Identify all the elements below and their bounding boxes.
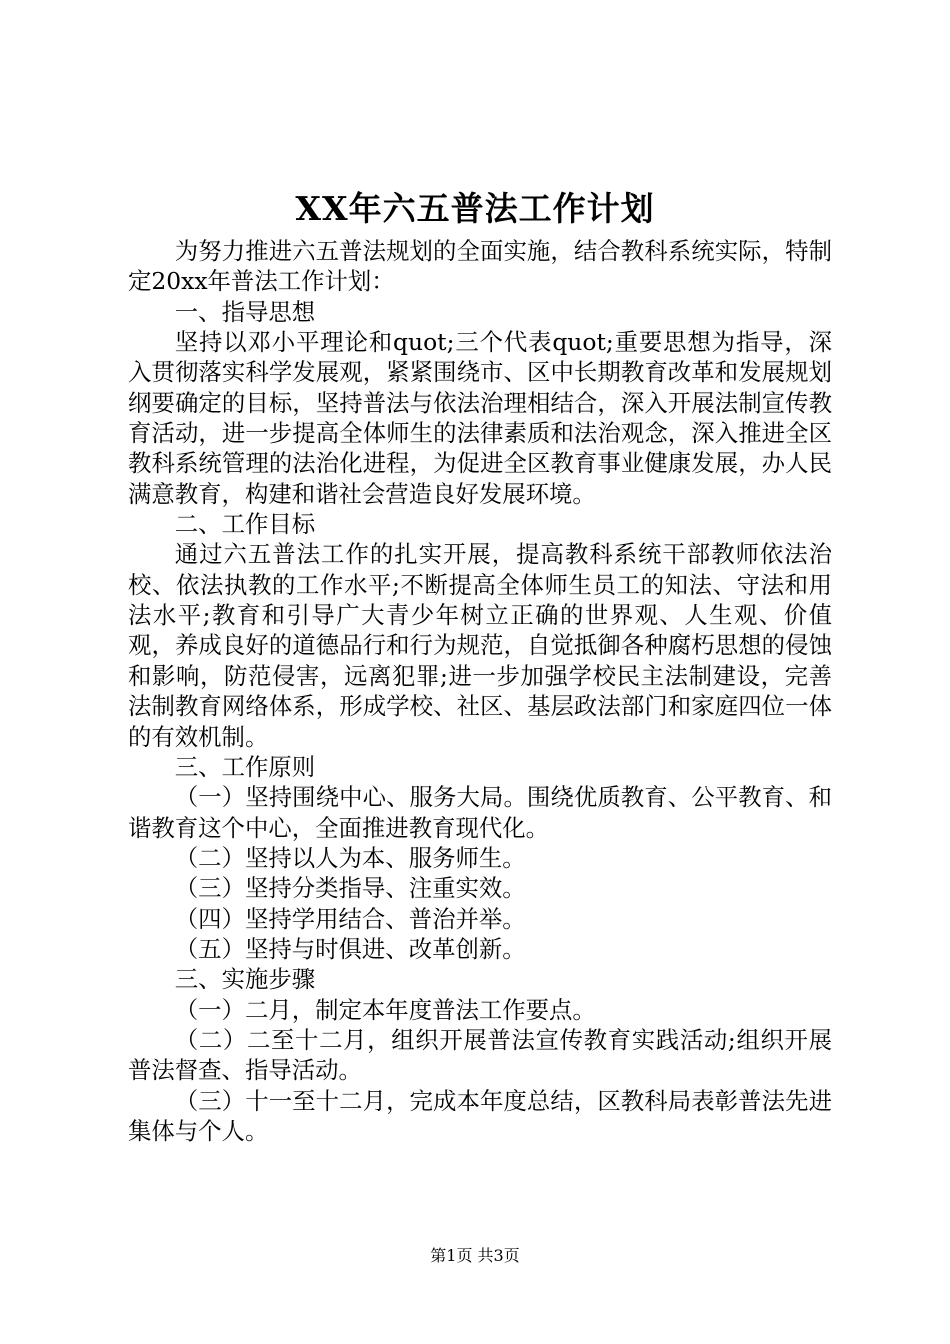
section-heading-implementation-steps: 三、实施步骤 [174, 965, 316, 994]
principle-item-5: （五）坚持与时俱进、改革创新。 [174, 934, 526, 963]
principle-item-1: （一）坚持围绕中心、服务大局。围绕优质教育、公平教育、和谐教育这个中心，全面推进教育现代化。 [128, 783, 832, 842]
step-item-2: （二）二至十二月，组织开展普法宣传教育实践活动;组织开展普法督查、指导活动。 [128, 1025, 832, 1085]
guiding-ideology-paragraph: 坚持以邓小平理论和quot;三个代表quot;重要思想为指导，深入贯彻落实科学发展观，紧紧围绕市、区中长期教育改革和发展规划纲要确定的目标，坚持普法与依法治理相结合，深入开展法制宣传教育活动，进一步提高全体师生的法律素质和法治观念，深入推进全区教科系统管理的法治化进程，为促进全区教育事业健康发展，办人民满意教育，构建和谐社会营造良好发展环境。 [128, 328, 832, 508]
intro-paragraph: 为努力推进六五普法规划的全面实施，结合教科系统实际，特制定20xx年普法工作计划： [128, 237, 832, 296]
section-heading-work-principles: 三、工作原则 [174, 752, 316, 781]
work-goals-paragraph: 通过六五普法工作的扎实开展，提高教科系统干部教师依法治校、依法执教的工作水平;不断提高全体师生员工的知法、守法和用法水平;教育和引导广大青少年树立正确的世界观、人生观、价值观，养成良好的道德品行和行为规范，自觉抵御各种腐朽思想的侵蚀和影响，防范侵害，远离犯罪;进一步加强学校民主法制建设，完善法制教育网络体系，形成学校、社区、基层政法部门和家庭四位一体的有效机制。 [128, 540, 832, 751]
step-item-1: （一）二月，制定本年度普法工作要点。 [174, 995, 596, 1024]
principle-item-2: （二）坚持以人为本、服务师生。 [174, 843, 526, 872]
page-footer: 第1页 共3页 [430, 1246, 520, 1265]
step-item-3: （三）十一至十二月，完成本年度总结，区教科局表彰普法先进集体与个人。 [128, 1086, 832, 1145]
document-body [128, 236, 832, 1146]
section-heading-guiding-ideology: 一、指导思想 [174, 297, 316, 326]
section-heading-work-goals: 二、工作目标 [174, 510, 316, 539]
principle-item-3: （三）坚持分类指导、注重实效。 [174, 874, 526, 903]
principle-item-4: （四）坚持学用结合、普治并举。 [174, 904, 526, 933]
document-title: XX年六五普法工作计划 [295, 189, 655, 228]
